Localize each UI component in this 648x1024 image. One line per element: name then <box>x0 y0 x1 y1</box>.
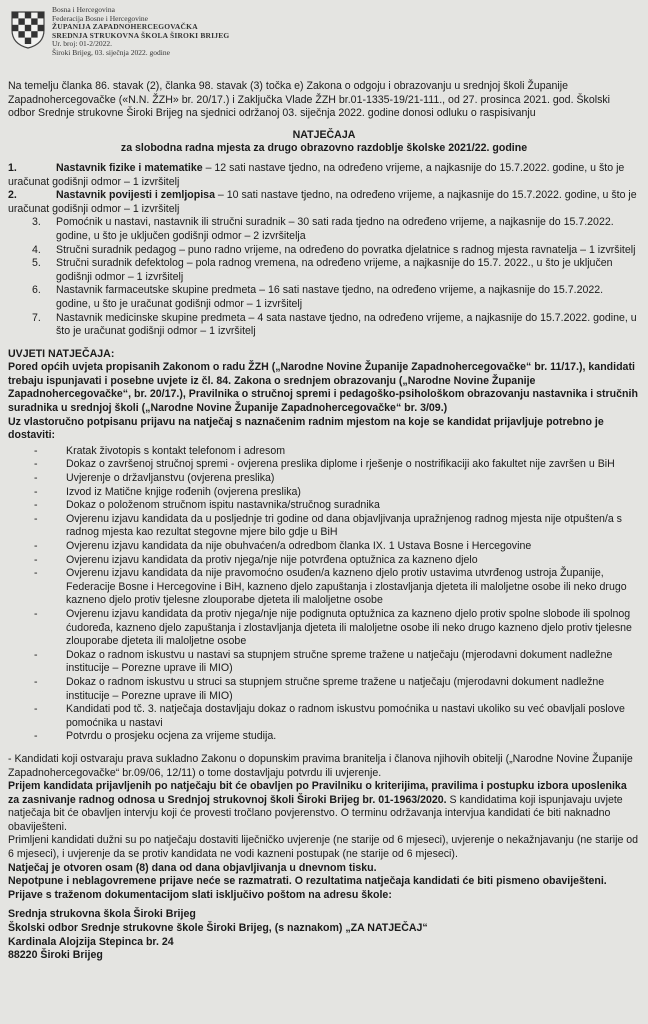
list-item: - Ovjerenu izjavu kandidata da nije obuhvaćen/a odredbom članka IX. 1 Ustava Bosne i Hercegovine <box>8 540 640 554</box>
position-description: Nastavnik farmaceutske skupine predmeta – 16 sati nastave tjedno, na određeno vrijeme, a najkasnije do 15.7.2022. godine, u što je uračunat godišnji odmor – 1 izvršitelj <box>56 284 604 310</box>
coat-of-arms-logo <box>10 10 46 50</box>
position-description: Pomoćnik u nastavi, nastavnik ili stručni suradnik – 30 sati rada tjedno na određeno vrijeme, a najkasnije do 15.7.2022. godine, u što je uključen godišnji odmor – 2 izvršitelja <box>56 216 614 242</box>
position-number: 1. <box>8 161 17 174</box>
position-name: Nastavnik fizike i matematike <box>56 161 203 174</box>
list-item: - Ovjerenu izjavu kandidata da nije pravomoćno osuđen/a kazneno djelo protiv ustavima utvrđenog ustroja Županije, Federacije Bosne i Hercegovine i BiH, kazneno djelo zapuštanja i zlostavljanja djeteta ili maloljetne osobe ili neko drugo kazneno djelo protiv tjelesne zlouporabe djeteta ili maloljetne osobe <box>8 567 640 608</box>
position-description: – 10 sati nastave tjedno, na određeno vrijeme, a najkasnije do 15.7.2022. godine, u što je uračunat godišnji odmor – 1 izvršitelj <box>8 189 637 215</box>
list-item: - Dokaz o položenom stručnom ispitu nastavnika/stručnog suradnika <box>8 499 640 513</box>
position-number: 4. <box>32 243 41 256</box>
veterans-note: - Kandidati koji ostvaraju prava sukladno Zakonu o dopunskim pravima branitelja i članova njihovih obitelji („Narodne Novine Županije Zapadnohercegovačke“ br.09/06, 12/11) o tome dostavljaju potvrdu ili uvjerenje. <box>8 752 633 779</box>
header-line-federation: Federacija Bosne i Hercegovine <box>52 13 149 23</box>
position-number: 7. <box>32 311 41 324</box>
address-line: Kardinala Alojzija Stepinca br. 24 <box>8 935 174 948</box>
open-period: Natječaj je otvoren osam (8) dana od dana objavljivanja u dnevnom tisku. <box>8 861 377 874</box>
position-item-3 <box>8 216 640 243</box>
position-item-7 <box>8 312 640 339</box>
institution-block <box>52 6 229 58</box>
address-block <box>8 908 640 962</box>
selection-rest-text: S kandidatima koji ispunjavaju uvjete natječaja bit će obavljen intervju koji će provesti tročlano povjerenstvo. O terminu održavanja intervjua kandidati će biti naknadno obaviješteni. <box>8 793 623 833</box>
medical-paragraph: Primljeni kandidati dužni su po natječaju dostaviti liječničko uvjerenje (ne starije od 6 mjeseci), uvjerenje o nekažnjavanju (ne starije od 6 mjeseci), i uvjerenje da se protiv kandidata ne vodi kazneni postupak (ne starije od 6 mjeseci). <box>8 834 639 861</box>
document-title: NATJEČAJA <box>292 128 356 141</box>
list-item: - Uvjerenje o državljanstvu (ovjerena preslika) <box>8 472 640 486</box>
header-line-country: Bosna i Hercegovina <box>52 5 115 14</box>
list-item: - Kratak životopis s kontakt telefonom i adresom <box>8 445 640 459</box>
position-item-4 <box>8 244 640 258</box>
list-item: - Dokaz o radnom iskustvu u struci sa stupnjem stručne spreme tražene u natječaju (mjerodavni dokument nadležne institucije – Porezne uprave ili MIO) <box>8 676 640 703</box>
position-description: Stručni suradnik pedagog – puno radno vrijeme, na određeno do povratka djelatnice s radnog mjesta ravnatelja – 1 izvršitelj <box>56 243 636 256</box>
address-line: Školski odbor Srednje strukovne škole Široki Brijeg, (s naznakom) „ZA NATJEČAJ“ <box>8 922 428 935</box>
position-number: 5. <box>32 257 41 270</box>
list-item: - Ovjerenu izjavu kandidata da protiv njega/nje nije podignuta optužnica za kazneno djelo protiv spolne slobode ili spolnog ćudoređa, kazneno djelo zapuštanja i zlostavljanja djeteta ili maloljetne osobe ili neko drugo kazneno djelo protiv tjelesne zlouporabe djeteta ili maloljetne osobe <box>8 608 640 649</box>
list-item: - Potvrdu o prosjeku ocjena za vrijeme studija. <box>8 730 640 744</box>
school-header <box>10 6 229 58</box>
position-description: Nastavnik medicinske skupine predmeta – 4 sata nastave tjedno, na određeno vrijeme, a najkasnije do 15.7.2022. godine, u što je uračunat godišnji odmor – 1 izvršitelj <box>56 311 637 338</box>
list-item: - Izvod iz Matične knjige rođenih (ovjerena preslika) <box>8 486 640 500</box>
intro-paragraph: Na temelju članka 86. stavak (2), članka 98. stavak (3) točka e) Zakona o odgoju i obrazovanju u srednjoj školi Županije Zapadnohercegovačke («N.N. ŽZH» br. 20/17.) i Zaključka Vlade ŽZH br.01-1335-19/21-111., od 27. prosinca 2021. god. Školski odbor Srednje strukovne Široki Brijeg na sjednici održanoj 03. siječnja 2022. godine donosi odluku o raspisivanju <box>8 80 611 120</box>
document-subtitle: za slobodna radna mjesta za drugo obrazovno razdoblje školske 2021/22. godine <box>120 142 528 155</box>
send-instructions: Prijave s traženom dokumentacijom slati isključivo poštom na adresu škole: <box>8 888 392 901</box>
selection-paragraph <box>8 780 640 834</box>
document-body <box>8 80 640 963</box>
list-item: - Kandidati pod tč. 3. natječaja dostavljaju dokaz o radnom iskustvu pomoćnika u nastavi ukoliko su već obavljali poslove pomoćnika u nastavi <box>8 703 640 730</box>
incomplete-notice: Nepotpune i neblagovremene prijave neće se razmatrati. O rezultatima natječaja kandidati će biti pismeno obaviješteni. <box>8 875 607 888</box>
position-item-1 <box>8 162 640 189</box>
selection-bold-text: Prijem kandidata prijavljenih po natječaju bit će obavljen po Pravilniku o kriterijima, pravilima i postupku izbora uposlenika za zasnivanje radnog odnosa u Srednjoj strukovnoj školi Široki Brijeg br. 01-1963/2020. <box>8 780 627 806</box>
header-line-reference: Ur. broj: 01-2/2022. <box>52 39 112 49</box>
position-number: 3. <box>32 216 41 229</box>
position-item-6 <box>8 284 640 311</box>
conditions-text: Pored općih uvjeta propisanih Zakonom o radu ŽZH („Narodne Novine Županije Zapadnohercegovačke“ br. 11/17.), kandidati trebaju ispunjavati i posebne uvjete iz čl. 84. Zakona o srednjem obrazovanju („Narodne Novine Županije Zapadnohercegovačke“, br. 20/17.), Pravilnika o stručnoj spremi i pedagoško-psihološkom obrazovanju nastavnika i stručnih suradnika u srednjoj školi („Narodne Novine Županije Zapadnohercegovačke“ br. 3/09.) <box>8 361 638 415</box>
address-line: Srednja strukovna škola Široki Brijeg <box>8 908 196 921</box>
header-line-canton: ŽUPANIJA ZAPADNOHERCEGOVAČKA <box>52 22 198 32</box>
list-item: - Ovjerenu izjavu kandidata da u posljednje tri godine od dana objavljivanja upražnjenog radnog mjesta nije otpušten/a s radnog mjesta kao rezultat stegovne mjere bilo gdje u BiH <box>8 513 640 540</box>
position-number: 6. <box>32 284 41 297</box>
position-item-5 <box>8 257 640 284</box>
address-line: 88220 Široki Brijeg <box>8 949 103 962</box>
position-description: – 12 sati nastave tjedno, na određeno vrijeme, a najkasnije do 15.7.2022. godine, u što je uračunat godišnji odmor – 1 izvršitelj <box>8 161 625 188</box>
documents-intro: Uz vlastoručno potpisanu prijavu na natječaj s naznačenim radnim mjestom na koje se kandidat prijavljuje potrebno je dostaviti: <box>8 415 604 442</box>
conditions-heading: UVJETI NATJEČAJA: <box>8 347 115 360</box>
list-item: - Dokaz o radnom iskustvu u nastavi sa stupnjem stručne spreme tražene u natječaju (mjerodavni dokument nadležne institucije – Porezne uprave ili MIO) <box>8 649 640 676</box>
list-item: - Ovjerenu izjavu kandidata da protiv njega/nje nije potvrđena optužnica za kazneno djelo <box>8 554 640 568</box>
position-item-2 <box>8 189 640 216</box>
required-documents-list <box>8 445 640 744</box>
list-item: - Dokaz o završenoj stručnoj spremi - ovjerena preslika diplome i rješenje o nostrifikaciji ako fakultet nije završen u BiH <box>8 458 640 472</box>
header-line-school: SREDNJA STRUKOVNA ŠKOLA ŠIROKI BRIJEG <box>52 30 230 40</box>
position-number: 2. <box>8 189 17 202</box>
header-line-date: Široki Brijeg, 03. siječnja 2022. godine <box>52 47 170 57</box>
position-name: Nastavnik povijesti i zemljopisa <box>56 189 215 202</box>
position-description: Stručni suradnik defektolog – pola radnog vremena, na određeno vrijeme, a najkasnije do 15.7. 2022., u što je uključen godišnji odmor – 1 izvršitelj <box>56 257 613 283</box>
